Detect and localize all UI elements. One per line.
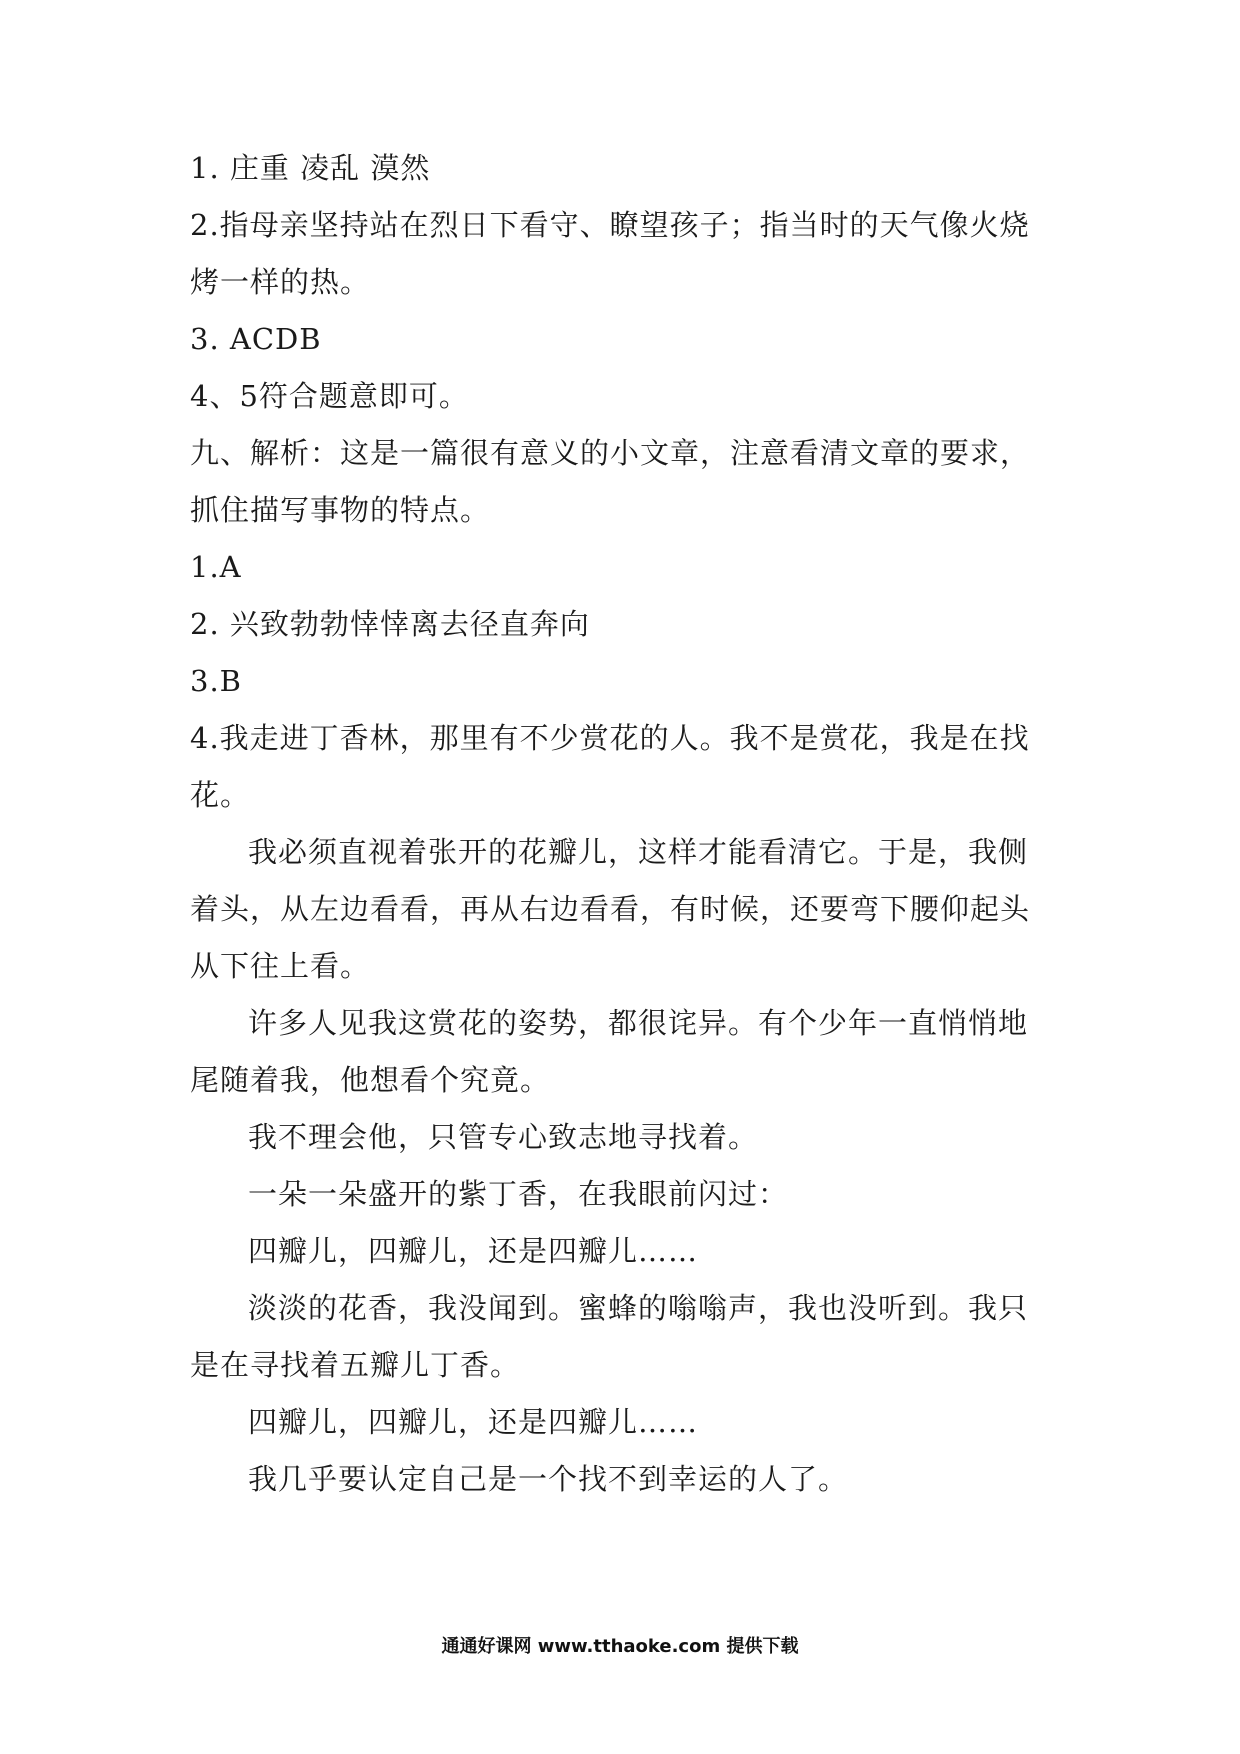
essay-paragraph: 四瓣儿，四瓣儿，还是四瓣儿…… (248, 1405, 699, 1439)
section-9-answer-2: 2. 兴致勃勃悻悻离去径直奔向 (190, 607, 590, 641)
essay-paragraph: 一朵一朵盛开的紫丁香，在我眼前闪过： (248, 1177, 789, 1211)
answer-2: 2.指母亲坚持站在烈日下看守、瞭望孩子；指当时的天气像火烧烤一样的热。 (190, 208, 1030, 299)
answer-4: 4、5符合题意即可。 (190, 379, 469, 413)
answer-3: 3. ACDB (190, 322, 322, 356)
section-9-answer-4: 4.我走进丁香林，那里有不少赏花的人。我不是赏花，我是在找花。 (190, 721, 1030, 812)
section-9-answer-3: 3.B (190, 664, 242, 698)
footer-source-credit: 通通好课网 www.tthaoke.com 提供下载 (441, 1636, 799, 1657)
essay-paragraph: 四瓣儿，四瓣儿，还是四瓣儿…… (248, 1234, 699, 1268)
essay-paragraph: 许多人见我这赏花的姿势，都很诧异。有个少年一直悄悄地尾随着我，他想看个究竟。 (190, 1006, 1029, 1097)
essay-paragraph: 我必须直视着张开的花瓣儿，这样才能看清它。于是，我侧着头，从左边看看，再从右边看看，有时候，还要弯下腰仰起头从下往上看。 (190, 835, 1031, 983)
essay-paragraph: 我不理会他，只管专心致志地寻找着。 (248, 1120, 759, 1154)
answer-1: 1. 庄重 凌乱 漠然 (190, 151, 431, 185)
document-body (190, 140, 1040, 1508)
section-9-heading: 九、解析：这是一篇很有意义的小文章，注意看清文章的要求，抓住描写事物的特点。 (190, 436, 1031, 527)
section-9-answer-1: 1.A (190, 550, 242, 584)
essay-paragraph: 我几乎要认定自己是一个找不到幸运的人了。 (248, 1462, 849, 1496)
essay-paragraph: 淡淡的花香，我没闻到。蜜蜂的嗡嗡声，我也没听到。我只是在寻找着五瓣儿丁香。 (190, 1291, 1029, 1382)
